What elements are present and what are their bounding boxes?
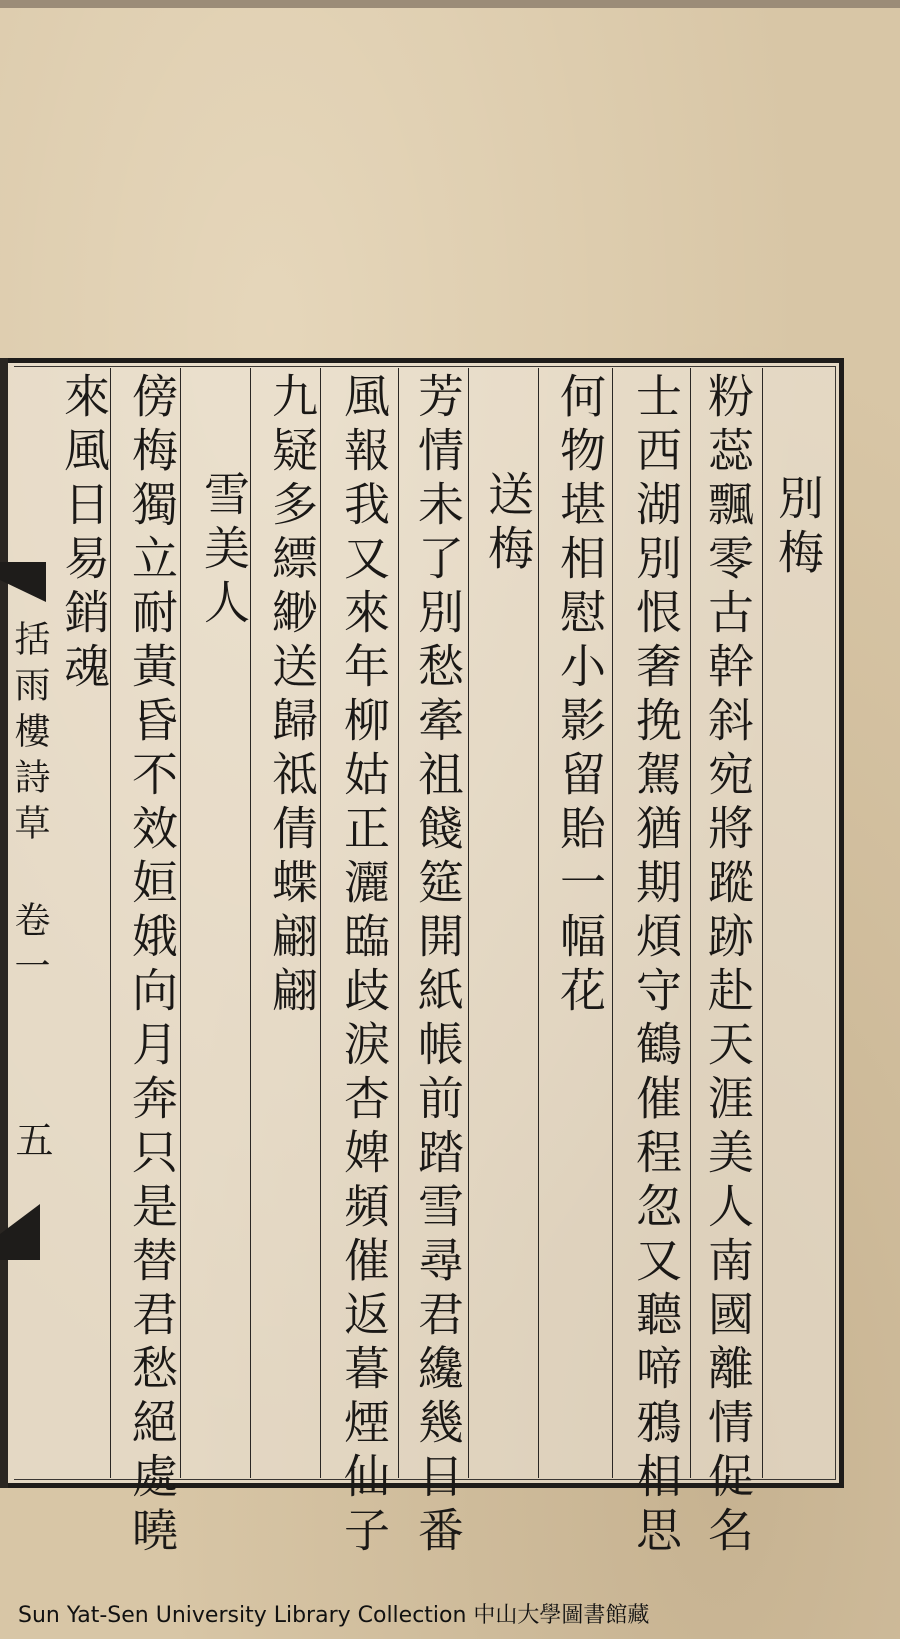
page-top-edge [0, 0, 900, 8]
text-column: 何物堪相慰小影留貽一幅花 [553, 372, 607, 1020]
text-column: 九疑多縹緲送歸祗倩蝶翩翩 [265, 372, 319, 1020]
text-column: 芳情未了別愁牽祖餞筵開紙帳前踏雪尋君纔幾日番 [411, 372, 465, 1560]
text-column: 士西湖別恨奢挽駕猶期煩守鶴催程忽又聽啼鴉相思 [629, 372, 683, 1560]
spine-page-number: 五 [9, 1120, 53, 1158]
column-rule [468, 368, 469, 1478]
column-rule [180, 368, 181, 1478]
text-column: 粉蕊飄零古幹斜宛將蹤跡赴天涯美人南國離情促名 [701, 372, 755, 1560]
text-column: 風報我又來年柳姑正灑臨歧淚杏婢頻催返暮煙仙子 [337, 372, 391, 1560]
library-collection-caption: Sun Yat-Sen University Library Collection 中山大學圖書館藏 [18, 1603, 650, 1628]
fish-tail-bottom-icon [0, 1204, 40, 1260]
column-rule [762, 368, 763, 1478]
column-rule [612, 368, 613, 1478]
text-column: 來風日易銷魂 [57, 372, 111, 696]
column-rule [538, 368, 539, 1478]
column-rule [320, 368, 321, 1478]
spine-title: 括雨樓詩草 卷一 [9, 620, 50, 993]
poem-title-bie-mei: 別梅 [771, 474, 825, 582]
column-rule [690, 368, 691, 1478]
fish-tail-top-icon [0, 562, 46, 622]
poem-title-song-mei: 送梅 [481, 470, 535, 578]
poem-title-xue-mei-ren: 雪美人 [197, 470, 251, 632]
column-rule [398, 368, 399, 1478]
text-column: 傍梅獨立耐黃昏不效姮娥向月奔只是替君愁絕處曉 [125, 372, 179, 1560]
